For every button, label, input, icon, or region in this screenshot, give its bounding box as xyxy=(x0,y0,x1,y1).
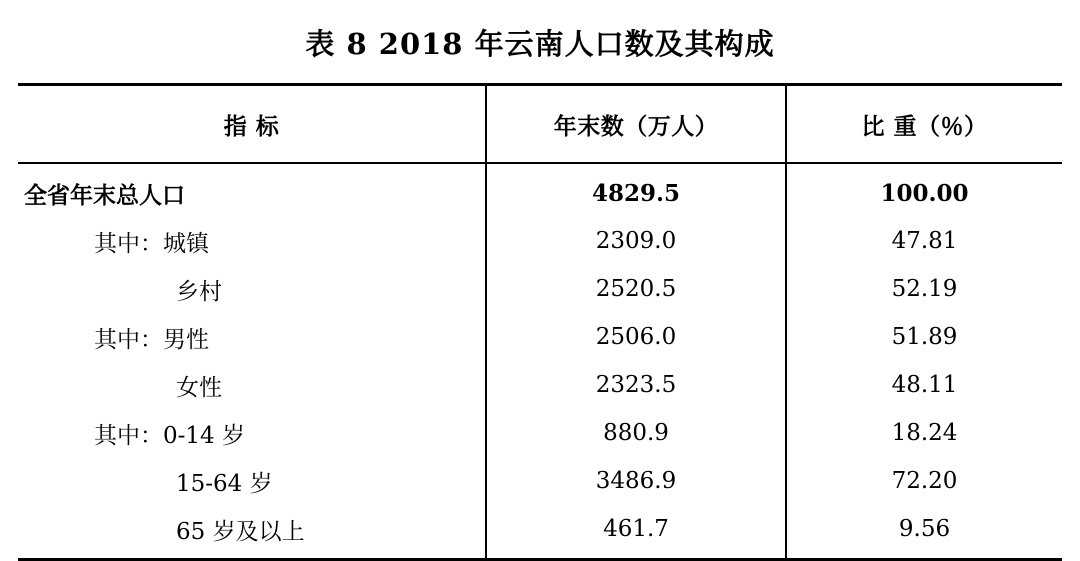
row-indicator: 其中：男性 xyxy=(18,313,486,361)
row-value: 3486.9 xyxy=(486,457,786,505)
header-indicator: 指 标 xyxy=(18,85,486,164)
row-value: 880.9 xyxy=(486,409,786,457)
population-table xyxy=(18,83,1062,558)
row-share: 9.56 xyxy=(898,516,951,542)
table-header xyxy=(18,85,1062,164)
row-indicator: 女性 xyxy=(18,361,486,409)
row-value: 461.7 xyxy=(486,505,786,558)
table-row xyxy=(18,217,1062,265)
header-year-end-number: 年末数（万人） xyxy=(486,85,786,164)
row-share: 52.19 xyxy=(891,276,958,302)
table-container xyxy=(0,83,1080,561)
table-row xyxy=(18,313,1062,361)
row-indicator: 乡村 xyxy=(18,265,486,313)
row-share: 18.24 xyxy=(891,420,958,446)
row-value: 2323.5 xyxy=(486,361,786,409)
row-value: 2506.0 xyxy=(486,313,786,361)
row-share: 51.89 xyxy=(891,324,958,350)
row-share: 48.11 xyxy=(891,372,958,398)
row-share: 100.00 xyxy=(880,179,969,207)
row-indicator: 其中：0-14 岁 xyxy=(18,409,486,457)
table-body xyxy=(18,163,1062,558)
table-row xyxy=(18,409,1062,457)
table-row xyxy=(18,265,1062,313)
table-row xyxy=(18,361,1062,409)
table-title: 表 8 2018 年云南人口数及其构成 xyxy=(305,27,775,61)
row-share: 72.20 xyxy=(891,468,958,494)
row-indicator: 15-64 岁 xyxy=(18,457,486,505)
header-share-percent: 比 重（％） xyxy=(861,112,988,140)
row-value: 2309.0 xyxy=(486,217,786,265)
row-indicator: 其中：城镇 xyxy=(18,217,486,265)
table-row xyxy=(18,457,1062,505)
row-indicator: 全省年末总人口 xyxy=(18,163,486,217)
row-value: 4829.5 xyxy=(486,163,786,217)
row-share: 47.81 xyxy=(891,228,958,254)
table-row xyxy=(18,163,1062,217)
row-indicator: 65 岁及以上 xyxy=(18,505,486,558)
table-row xyxy=(18,505,1062,558)
table-header-row xyxy=(18,85,1062,164)
row-value: 2520.5 xyxy=(486,265,786,313)
